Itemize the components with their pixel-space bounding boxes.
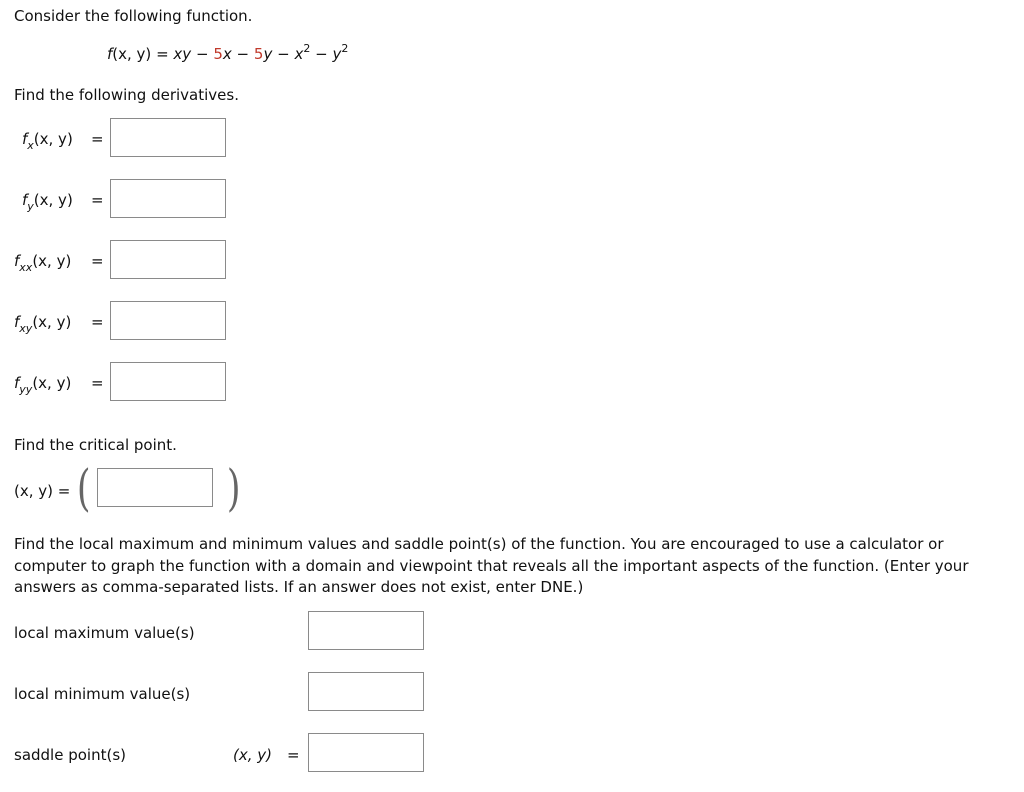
critical-point-label: (x, y) = xyxy=(14,482,71,500)
var-y: y xyxy=(263,45,273,63)
saddle-point-input[interactable] xyxy=(308,733,424,772)
fxy-answer-input[interactable] xyxy=(110,301,226,340)
local-max-input[interactable] xyxy=(308,611,424,650)
equals-sign: = xyxy=(91,252,104,270)
fy-answer-input[interactable] xyxy=(110,179,226,218)
derivative-label-fx: $f_x(x$, y) xyxy=(22,130,73,152)
critical-point-input[interactable] xyxy=(97,468,213,507)
derivatives-heading: Find the following derivatives. xyxy=(14,86,239,104)
derivative-label-fyy: $f_{yy}(x$, y) xyxy=(14,374,72,396)
local-min-input[interactable] xyxy=(308,672,424,711)
term-x-squared: x xyxy=(294,45,304,63)
derivative-label-fy: $f_y(x$, y) xyxy=(22,191,73,213)
local-max-label: local maximum value(s) xyxy=(14,624,195,642)
open-parenthesis: ( xyxy=(76,459,91,517)
function-definition xyxy=(107,42,349,63)
term-y-squared: y xyxy=(332,45,342,63)
exponent: 2 xyxy=(341,42,349,55)
fx-answer-input[interactable] xyxy=(110,118,226,157)
exponent: 2 xyxy=(303,42,311,55)
local-min-label: local minimum value(s) xyxy=(14,685,191,703)
equals-sign: = xyxy=(287,746,300,764)
equals-sign: = xyxy=(91,374,104,392)
equals-sign: = xyxy=(91,130,104,148)
function-name: f xyxy=(107,45,113,63)
saddle-xy-label: (x, y) xyxy=(233,746,272,764)
minus-sign: − xyxy=(195,45,209,63)
equals-sign: = xyxy=(91,313,104,331)
derivative-label-fxy: $f_{xy}(x$, y) xyxy=(14,313,72,335)
minus-sign: − xyxy=(236,45,250,63)
minus-sign: − xyxy=(315,45,328,63)
var-x: x xyxy=(222,45,232,63)
equals-sign: = xyxy=(91,191,104,209)
saddle-point-label: saddle point(s) xyxy=(14,746,126,764)
coefficient-x: 5 xyxy=(213,45,223,63)
function-args: (x, y) xyxy=(112,45,152,63)
intro-text: Consider the following function. xyxy=(14,7,253,25)
fyy-answer-input[interactable] xyxy=(110,362,226,401)
coefficient-y: 5 xyxy=(253,45,264,63)
equals-sign: = xyxy=(156,45,169,63)
derivative-label-fxx: $f_{xx}(x$, y) xyxy=(14,252,72,274)
fxx-answer-input[interactable] xyxy=(110,240,226,279)
minus-sign: − xyxy=(277,45,290,63)
close-parenthesis: ) xyxy=(226,459,241,517)
term-xy: xy xyxy=(173,45,192,63)
extrema-instructions: Find the local maximum and minimum values and saddle point(s) of the function. You are encouraged to use a calculator or computer to graph the function with a domain and viewpoint that reveals all the important aspects of the function. (Enter your answers as comma-separated lists. If an answer does not exist, enter DNE.) xyxy=(14,535,969,596)
critical-point-heading: Find the critical point. xyxy=(14,436,177,454)
